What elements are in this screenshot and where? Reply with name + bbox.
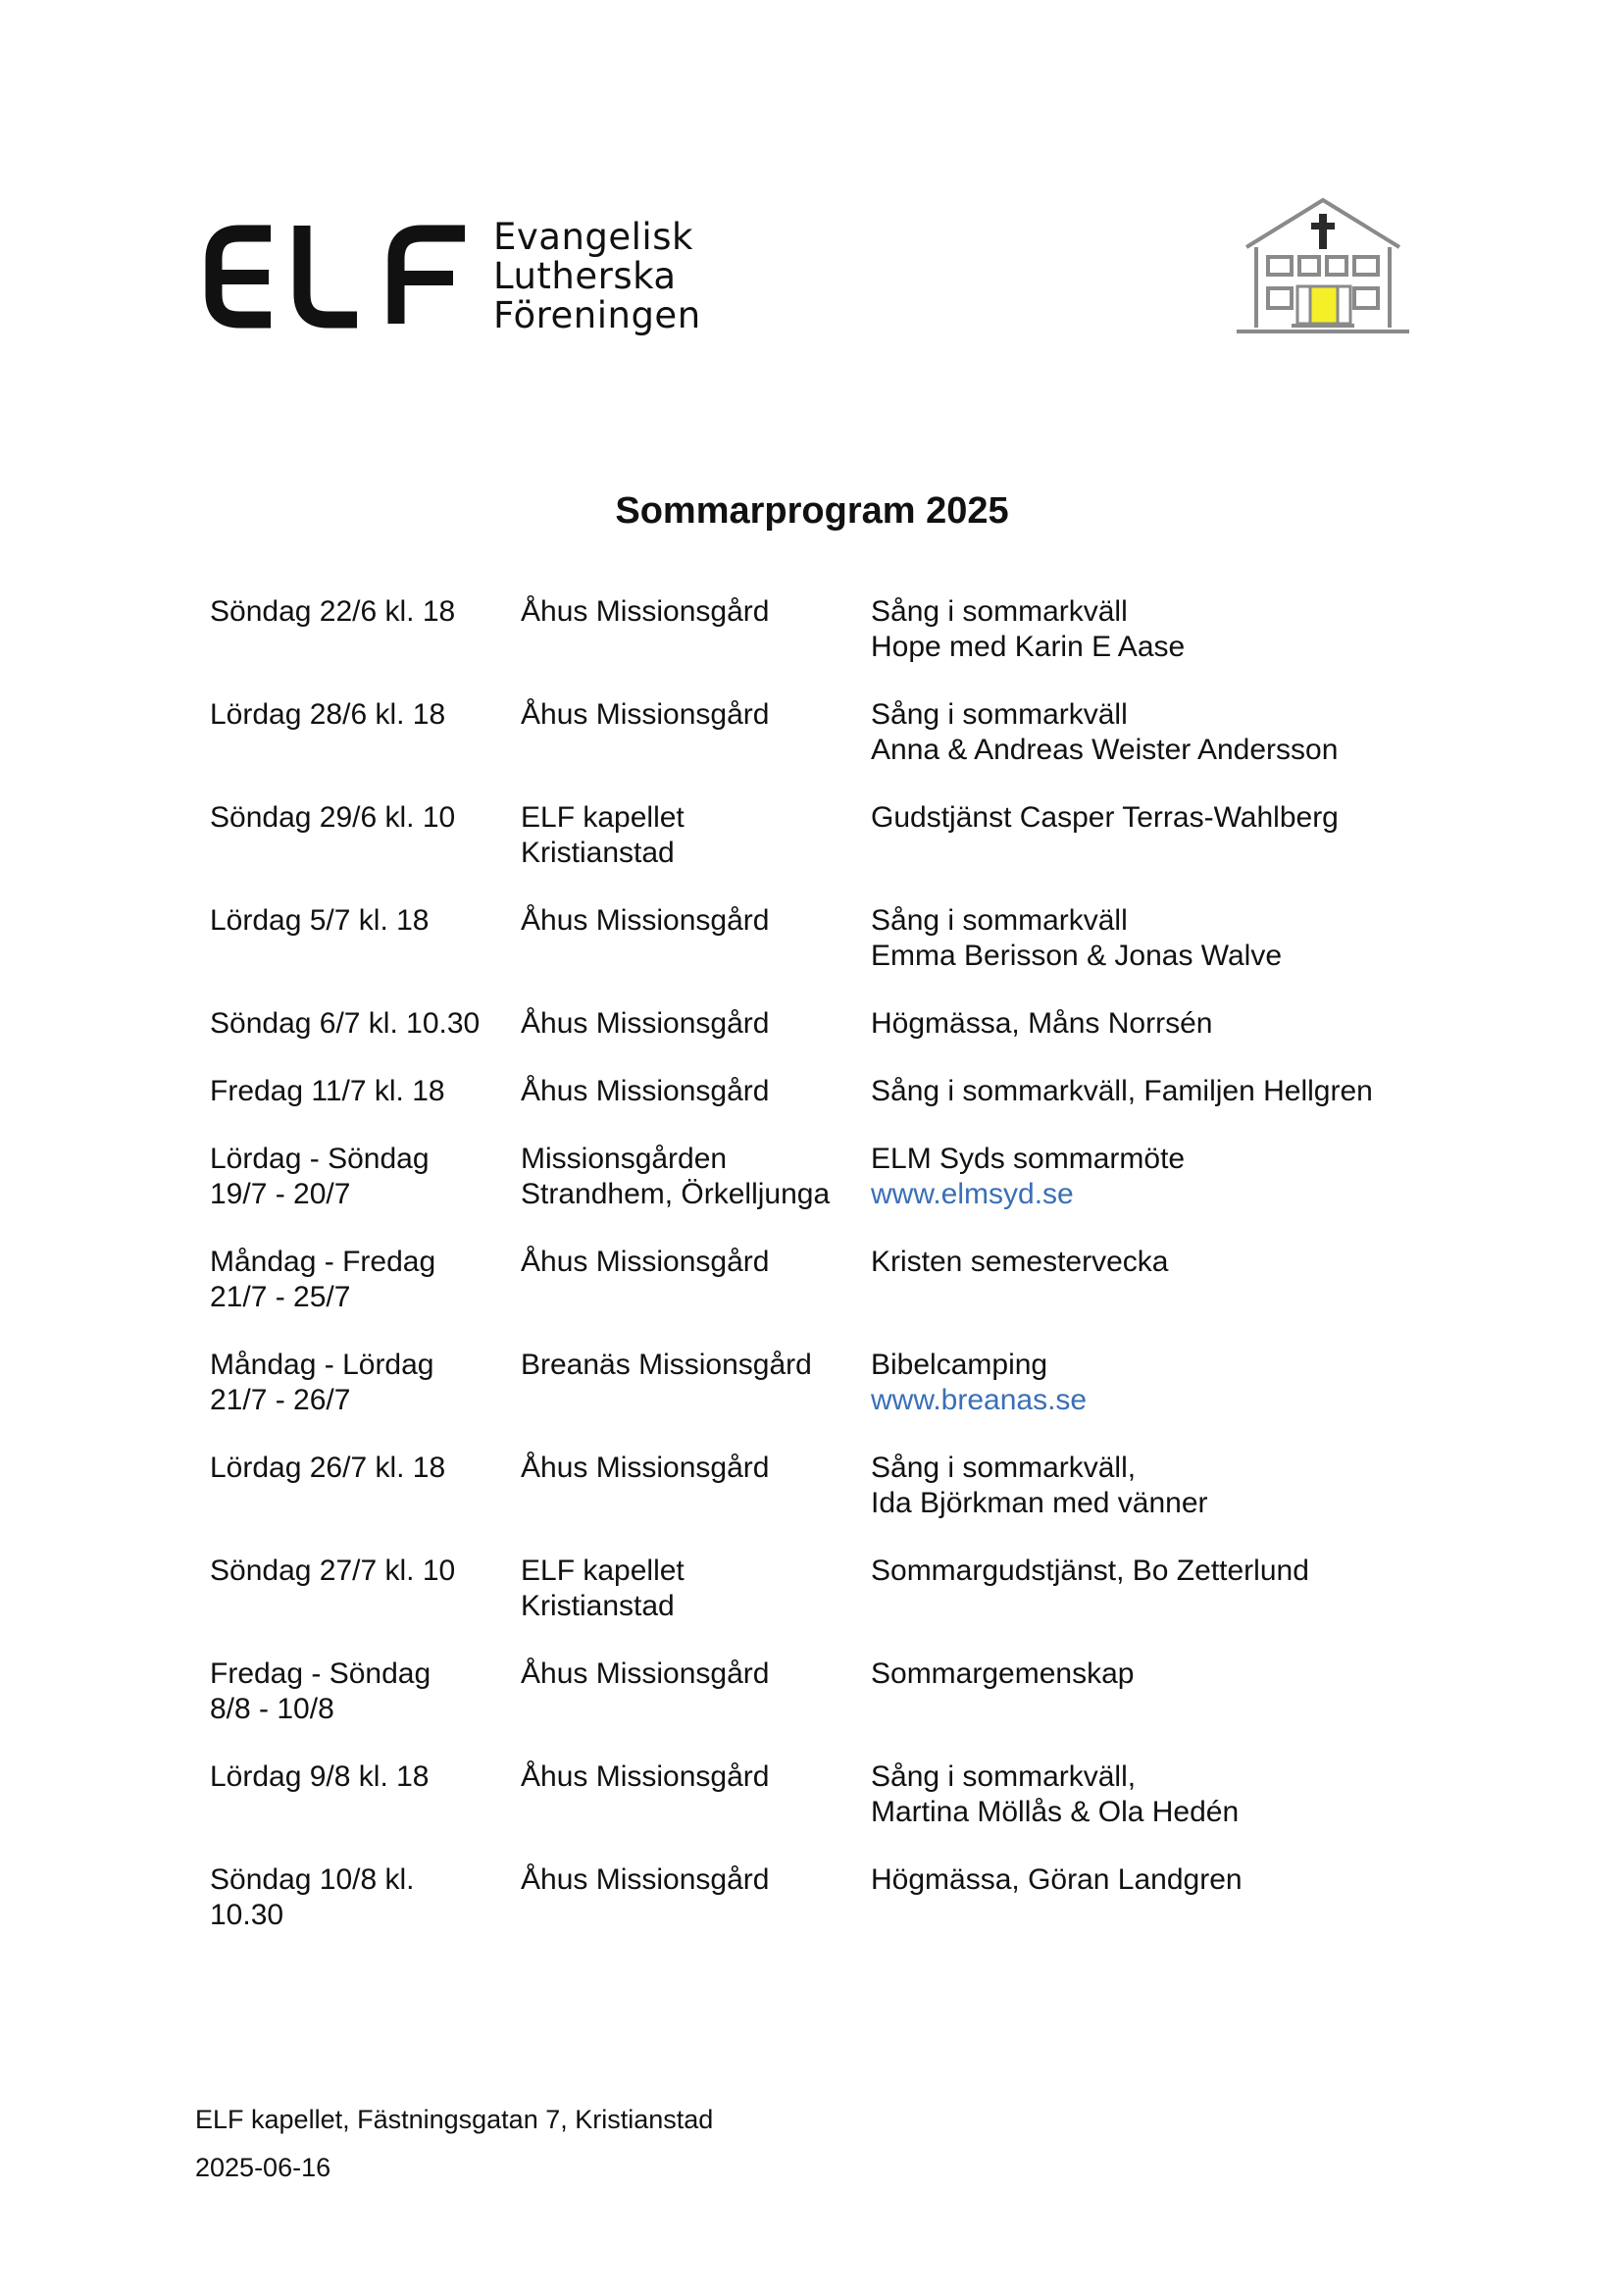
program-date: [210, 1348, 521, 1418]
program-event-line: Kristen semestervecka: [871, 1246, 1169, 1278]
logo-text-line-2: Lutherska: [493, 255, 677, 297]
program-event-link[interactable]: www.elmsyd.se: [871, 1178, 1074, 1210]
program-place-line: Kristianstad: [521, 837, 675, 869]
program-place-line: Åhus Missionsgård: [521, 1452, 770, 1484]
program-event: [871, 697, 1436, 768]
program-event-line: Sång i sommarkväll: [871, 698, 1128, 731]
program-event: [871, 1759, 1436, 1830]
elf-logo-mark-icon: [202, 222, 472, 331]
program-date: [210, 594, 521, 665]
program-row: [210, 1451, 1436, 1521]
program-date-line: Söndag 6/7 kl. 10.30: [210, 1007, 481, 1040]
program-place: [521, 594, 871, 665]
program-place-line: Åhus Missionsgård: [521, 698, 770, 731]
page-title: Sommarprogram 2025: [615, 490, 1009, 532]
program-place: [521, 1006, 871, 1042]
program-row: [210, 1006, 1436, 1042]
program-event-line: Bibelcamping: [871, 1349, 1048, 1381]
program-date-line: Söndag 10/8 kl.: [210, 1863, 415, 1896]
program-event-line: Gudstjänst Casper Terras-Wahlberg: [871, 801, 1339, 834]
program-date-line: Lördag - Söndag: [210, 1143, 430, 1175]
program-event: [871, 800, 1436, 871]
program-date: [210, 1657, 521, 1727]
program-date-line: Måndag - Fredag: [210, 1246, 436, 1278]
program-date: [210, 903, 521, 974]
program-row: [210, 1554, 1436, 1624]
program-list: [210, 594, 1436, 1965]
program-row: [210, 1759, 1436, 1830]
program-date: [210, 1142, 521, 1212]
program-event: [871, 1074, 1436, 1109]
program-place-line: Åhus Missionsgård: [521, 904, 770, 937]
program-place: [521, 1142, 871, 1212]
program-row: [210, 697, 1436, 768]
program-event-link[interactable]: www.breanas.se: [871, 1384, 1088, 1416]
program-date: [210, 1245, 521, 1315]
program-event-line: ELM Syds sommarmöte: [871, 1143, 1186, 1175]
program-event: [871, 1245, 1436, 1315]
program-event-line: Högmässa, Måns Norrsén: [871, 1007, 1213, 1040]
program-event-line: Sång i sommarkväll,: [871, 1760, 1137, 1793]
program-date-line: Söndag 22/6 kl. 18: [210, 595, 456, 628]
program-event: [871, 1142, 1436, 1212]
program-row: [210, 1862, 1436, 1933]
program-date-line: Måndag - Lördag: [210, 1349, 434, 1381]
program-date: [210, 1074, 521, 1109]
program-place: [521, 1348, 871, 1418]
program-date: [210, 1554, 521, 1624]
program-place: [521, 1759, 871, 1830]
program-place: [521, 1554, 871, 1624]
program-event-line: Sommargudstjänst, Bo Zetterlund: [871, 1555, 1309, 1587]
program-place: [521, 1245, 871, 1315]
program-row: [210, 1245, 1436, 1315]
program-row: [210, 594, 1436, 665]
program-event: [871, 1657, 1436, 1727]
program-date-line: 8/8 - 10/8: [210, 1693, 334, 1725]
program-row: [210, 1142, 1436, 1212]
program-place-line: Åhus Missionsgård: [521, 1863, 770, 1896]
program-place-line: Åhus Missionsgård: [521, 1760, 770, 1793]
program-place: [521, 1074, 871, 1109]
program-date-line: Lördag 9/8 kl. 18: [210, 1760, 430, 1793]
program-event-line: Sång i sommarkväll, Familjen Hellgren: [871, 1075, 1373, 1107]
program-place-line: ELF kapellet: [521, 1555, 685, 1587]
program-place: [521, 800, 871, 871]
program-row: [210, 800, 1436, 871]
program-event-line: Sommargemenskap: [871, 1657, 1135, 1690]
program-date-line: Söndag 27/7 kl. 10: [210, 1555, 456, 1587]
program-event: [871, 1451, 1436, 1521]
program-date-line: 21/7 - 26/7: [210, 1384, 351, 1416]
program-event-line: Anna & Andreas Weister Andersson: [871, 734, 1339, 766]
program-event-line: Ida Björkman med vänner: [871, 1487, 1208, 1519]
program-row: [210, 1657, 1436, 1727]
logo-text-line-1: Evangelisk: [493, 216, 693, 258]
elf-logo-text: [493, 218, 701, 335]
program-date: [210, 1451, 521, 1521]
program-event-line: Högmässa, Göran Landgren: [871, 1863, 1243, 1896]
program-date: [210, 1862, 521, 1933]
program-place-line: Åhus Missionsgård: [521, 1657, 770, 1690]
program-place: [521, 697, 871, 768]
program-place-line: Åhus Missionsgård: [521, 595, 770, 628]
program-event-line: Sång i sommarkväll: [871, 904, 1128, 937]
elf-logo: [202, 216, 701, 336]
program-date: [210, 800, 521, 871]
program-place: [521, 1657, 871, 1727]
program-place: [521, 1451, 871, 1521]
program-date-line: Fredag - Söndag: [210, 1657, 431, 1690]
program-place-line: Breanäs Missionsgård: [521, 1349, 812, 1381]
program-date: [210, 697, 521, 768]
program-event-line: Sång i sommarkväll,: [871, 1452, 1137, 1484]
program-date-line: Fredag 11/7 kl. 18: [210, 1075, 445, 1107]
program-date: [210, 1759, 521, 1830]
program-row: [210, 1348, 1436, 1418]
program-place: [521, 1862, 871, 1933]
footer-address: ELF kapellet, Fästningsgatan 7, Kristianstad: [195, 2105, 714, 2134]
program-row: [210, 1074, 1436, 1109]
program-date-line: 21/7 - 25/7: [210, 1281, 351, 1313]
program-place: [521, 903, 871, 974]
program-place-line: Åhus Missionsgård: [521, 1007, 770, 1040]
program-event: [871, 594, 1436, 665]
program-date-line: 10.30: [210, 1899, 284, 1931]
program-place-line: Missionsgården: [521, 1143, 728, 1175]
program-date: [210, 1006, 521, 1042]
program-place-line: ELF kapellet: [521, 801, 685, 834]
program-event: [871, 1006, 1436, 1042]
program-date-line: Lördag 28/6 kl. 18: [210, 698, 446, 731]
program-date-line: Lördag 26/7 kl. 18: [210, 1452, 446, 1484]
church-icon: [1233, 194, 1413, 337]
program-event-line: Martina Möllås & Ola Hedén: [871, 1796, 1240, 1828]
program-event: [871, 1348, 1436, 1418]
program-place-line: Åhus Missionsgård: [521, 1075, 770, 1107]
footer-date: 2025-06-16: [195, 2153, 331, 2182]
program-date-line: Lördag 5/7 kl. 18: [210, 904, 430, 937]
program-event-line: Emma Berisson & Jonas Walve: [871, 940, 1283, 972]
program-place-line: Strandhem, Örkelljunga: [521, 1178, 831, 1210]
logo-text-line-3: Föreningen: [493, 294, 701, 336]
program-event: [871, 1862, 1436, 1933]
program-event-line: Hope med Karin E Aase: [871, 631, 1186, 663]
program-date-line: 19/7 - 20/7: [210, 1178, 351, 1210]
program-date-line: Söndag 29/6 kl. 10: [210, 801, 456, 834]
program-event-line: Sång i sommarkväll: [871, 595, 1128, 628]
program-place-line: Kristianstad: [521, 1590, 675, 1622]
program-event: [871, 903, 1436, 974]
program-row: [210, 903, 1436, 974]
program-event: [871, 1554, 1436, 1624]
program-place-line: Åhus Missionsgård: [521, 1246, 770, 1278]
